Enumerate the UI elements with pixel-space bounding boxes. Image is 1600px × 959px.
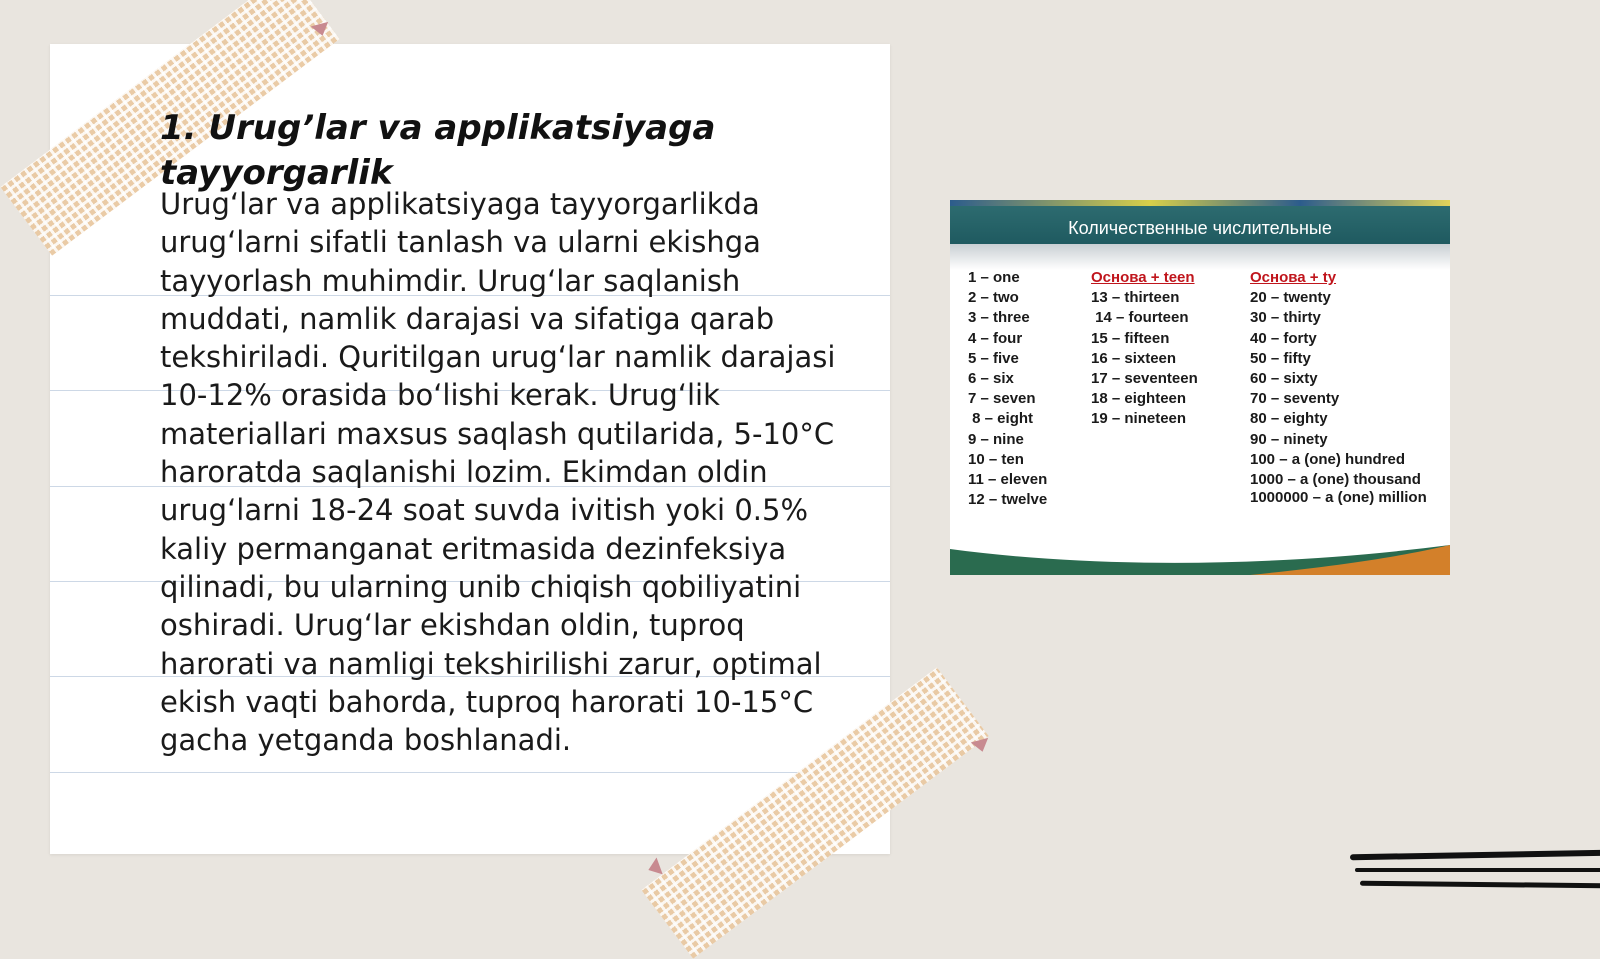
numeral-item: 15 – fifteen (1091, 329, 1170, 347)
column-heading: Основа + ty (1250, 269, 1337, 286)
picture-header-fade (950, 244, 1450, 270)
picture-title: Количественные числительные (950, 200, 1450, 244)
numerals-column-2 (1091, 268, 1198, 430)
numeral-item: 6 – six (968, 369, 1014, 387)
numerals-column-1 (968, 268, 1047, 510)
numeral-item: 1000000 – a (one) million (1250, 489, 1427, 507)
numeral-item: 2 – two (968, 289, 1019, 307)
numeral-item: 20 – twenty (1250, 289, 1331, 307)
numeral-item: 17 – seventeen (1091, 369, 1198, 387)
numeral-item: 14 – fourteen (1091, 309, 1189, 327)
numeral-item: 3 – three (968, 309, 1030, 327)
numeral-item: 4 – four (968, 329, 1023, 347)
slide-heading: 1. Urug’lar va applikatsiyaga tayyorgarlik (160, 108, 716, 193)
numeral-item: 13 – thirteen (1091, 289, 1180, 307)
brush-stroke (1360, 881, 1600, 889)
numeral-item: 16 – sixteen (1091, 349, 1177, 367)
numeral-item: 5 – five (968, 349, 1019, 367)
picture-header-strip (950, 200, 1450, 206)
numerals-column-3 (1250, 268, 1446, 510)
numeral-item: 1 – one (968, 269, 1020, 286)
numeral-item: 1000 – a (one) thousand (1250, 470, 1421, 488)
slide-body-text: Urug‘lar va applikatsiyaga tayyorgarlikda urug‘larni sifatli tanlash va ularni ekishga tayyorlash muhimdir. Urug‘lar saqlanish muddati, namlik darajasi va sifatiga qarab tekshiriladi. Quritilgan urug‘lar namlik darajasi 10-12% orasida bo‘lishi kerak. Urug‘lik materiallari maxsus saqlash qutilarida, 5-10°C haroratda saqlanishi lozim. Ekimdan oldin urug‘larni 18-24 soat suvda ivitish yoki 0.5% kaliy permanganat eritmasida dezinfeksiya qilinadi, bu ularning unib chiqish qobiliyatini oshiradi. Urug‘lar ekishdan oldin, tuproq harorati va namligi tekshirilishi zarur, optimal ekish vaqti bahorda, tuproq harorati 10-15°C gacha yetganda boshlanadi. (160, 187, 836, 758)
numeral-item: 18 – eighteen (1091, 390, 1187, 408)
numeral-item: 90 – ninety (1250, 430, 1328, 448)
numeral-item: 7 – seven (968, 390, 1036, 408)
brush-stroke (1350, 850, 1600, 861)
numeral-item: 11 – eleven (968, 470, 1048, 488)
brush-stroke (1355, 868, 1600, 872)
numeral-item: 100 – a (one) hundred (1250, 450, 1406, 468)
numeral-item: 19 – nineteen (1091, 410, 1187, 428)
numeral-item: 10 – ten (968, 450, 1024, 468)
numeral-item: 8 – eight (968, 410, 1034, 428)
numeral-item: 60 – sixty (1250, 369, 1318, 387)
numeral-item: 70 – seventy (1250, 390, 1340, 408)
column-heading: Основа + teen (1091, 269, 1195, 286)
numeral-item: 50 – fifty (1250, 349, 1311, 367)
numeral-item: 80 – eighty (1250, 410, 1328, 428)
picture-footer-wave (950, 545, 1450, 575)
numeral-item: 30 – thirty (1250, 309, 1321, 327)
numeral-item: 9 – nine (968, 430, 1024, 448)
numeral-item: 40 – forty (1250, 329, 1317, 347)
tape-pin-icon (645, 857, 662, 878)
numeral-item: 12 – twelve (968, 491, 1048, 509)
numerals-picture (950, 200, 1450, 575)
ruled-line (50, 772, 890, 773)
